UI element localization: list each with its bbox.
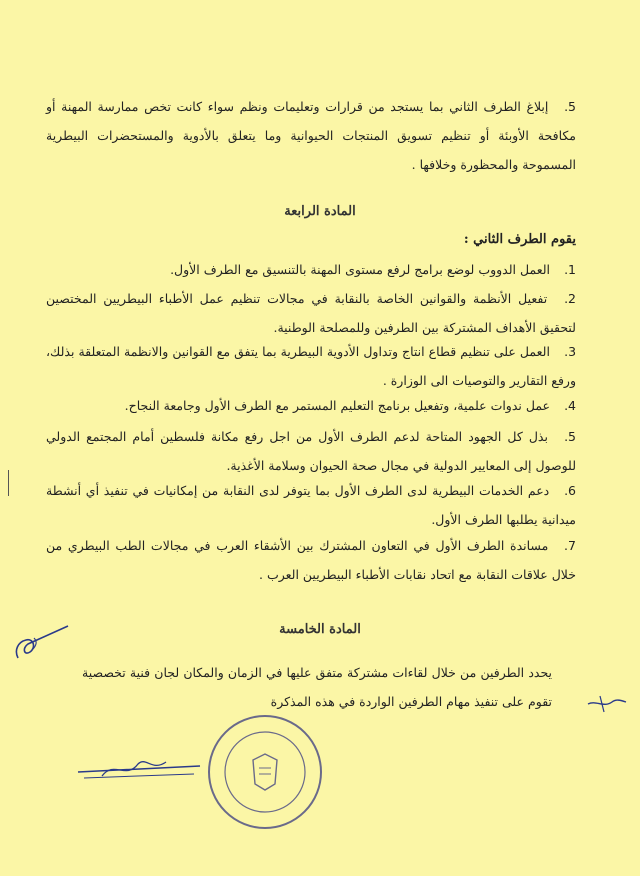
- item-text: تفعيل الأنظمة والقوانين الخاصة بالنقابة في مجالات تنظيم عمل الأطباء البيطريين المختصين لتحقيق الأهداف المشتركة بين الطرفين وللمصلحة الوطنية.: [46, 291, 576, 335]
- item-number: 5.: [564, 429, 576, 444]
- article4-item-7: [46, 531, 576, 589]
- article3-item-5: [46, 92, 576, 179]
- item-number: 3.: [564, 344, 577, 359]
- item-number: 4.: [564, 398, 576, 413]
- article4-intro: يقوم الطرف الثاني :: [463, 232, 576, 247]
- signature-bottom: [74, 754, 204, 784]
- item-number: 2.: [564, 291, 576, 306]
- article5-title: المادة الخامسة: [279, 622, 361, 637]
- article4-item-6: [46, 476, 576, 534]
- article4-item-1: [46, 255, 576, 284]
- item-number: 5.: [564, 99, 576, 114]
- item-text: إبلاغ الطرف الثاني بما يستجد من قرارات وتعليمات ونظم سواء كانت تخص ممارسة المهنة أو مكافحة الأوبئة أو تنظيم تسويق المنتجات الحيوانية وما يتعلق بالأدوية والمستحضرات البيطرية المسموحة والمحظورة وخلافها .: [46, 99, 576, 172]
- stamp-seal-icon: [205, 712, 325, 832]
- item-number: 1.: [564, 262, 576, 277]
- initials-signature-right: [586, 690, 630, 716]
- item-number: 6.: [564, 483, 576, 498]
- initials-signature-left: [12, 620, 72, 668]
- margin-mark: [8, 470, 9, 496]
- item-number: 7.: [564, 538, 576, 553]
- article4-title: المادة الرابعة: [284, 204, 356, 219]
- article5-text: يحدد الطرفين من خلال لقاءات مشتركة متفق عليها في الزمان والمكان لجان فنية تخصصية تقوم على تنفيذ مهام الطرفين الواردة في هذه المذكرة: [82, 665, 552, 709]
- item-text: مساندة الطرف الأول في التعاون المشترك بين الأشقاء العرب في مجالات الطب البيطري من خلال علاقات النقابة مع اتحاد نقابات الأطباء البيطريين العرب .: [46, 538, 576, 582]
- item-text: دعم الخدمات البيطرية لدى الطرف الأول بما يتوفر لدى النقابة من إمكانيات في تنفيذ أي أنشطة ميدانية يطلبها الطرف الأول.: [46, 483, 576, 527]
- article4-item-5: [46, 422, 576, 480]
- article4-item-4: [46, 391, 576, 420]
- item-text: العمل الدووب لوضع برامج لرفع مستوى المهنة بالتنسيق مع الطرف الأول.: [170, 262, 551, 277]
- article4-item-3: [46, 337, 576, 395]
- item-text: عمل ندوات علمية، وتفعيل برنامج التعليم المستمر مع الطرف الأول وجامعة النجاح.: [124, 398, 551, 413]
- item-text: العمل على تنظيم قطاع انتاج وتداول الأدوية البيطرية بما يتفق مع القوانين والانظمة المتعلقة بذلك، ورفع التقارير والتوصيات الى الوزارة .: [46, 344, 576, 388]
- article4-item-2: [46, 284, 576, 342]
- official-stamp: [205, 712, 325, 832]
- item-text: بذل كل الجهود المتاحة لدعم الطرف الأول من اجل رفع مكانة فلسطين أمام المجتمع الدولي للوصول إلى المعايير الدولية في مجال صحة الحيوان وسلامة الأغذية.: [46, 429, 576, 473]
